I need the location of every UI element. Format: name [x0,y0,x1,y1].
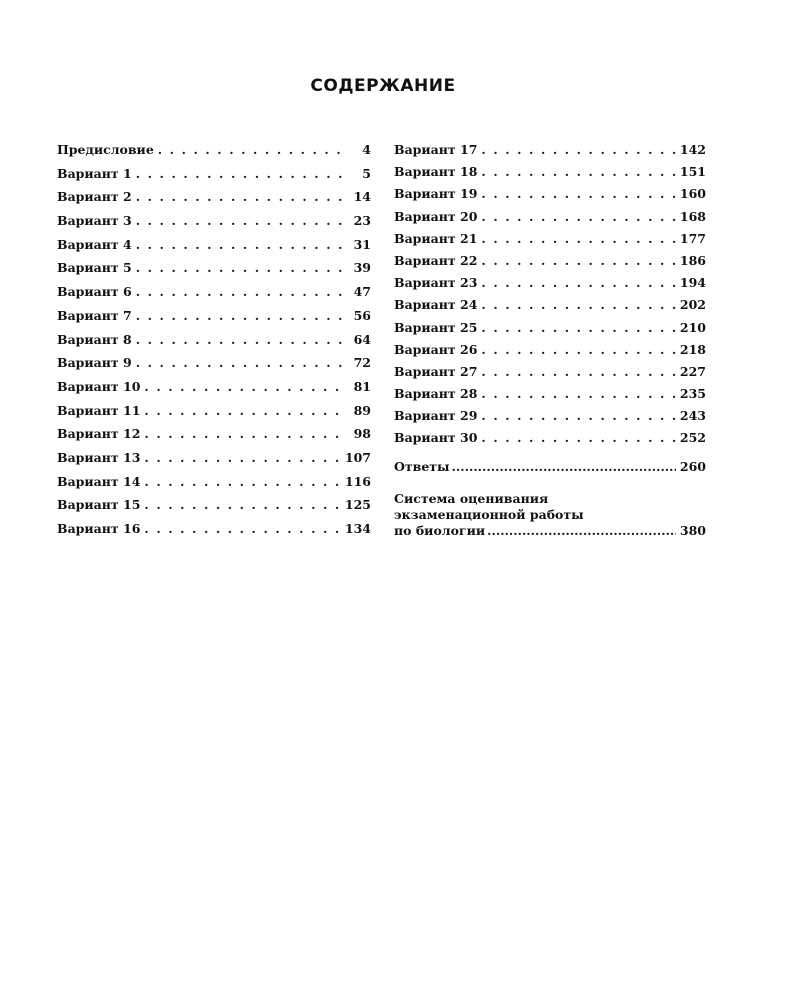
toc-entry[interactable] [57,284,371,308]
toc-entry[interactable] [394,253,706,275]
toc-entry-label: Вариант 7 [57,307,132,323]
toc-entry[interactable] [57,355,371,379]
toc-entry-page: 194 [679,275,706,291]
toc-entry-page: 89 [353,402,371,418]
toc-entry-label: Вариант 26 [394,341,478,357]
toc-entry[interactable] [394,386,706,408]
dot-leader [144,450,340,465]
toc-entry-label: Ответы [394,458,450,474]
toc-entry-page: 5 [362,165,371,181]
dot-leader [481,186,675,201]
toc-entry[interactable] [57,142,371,166]
toc-entry-page: 380 [679,522,706,538]
toc-entry-label: Вариант 27 [394,363,478,379]
toc-entry[interactable] [57,308,371,332]
dot-leader [144,379,343,394]
toc-entry[interactable] [394,364,706,386]
toc-entry[interactable] [57,237,371,261]
toc-entry-page: 260 [679,458,706,474]
toc-entry[interactable] [57,189,371,213]
toc-entry-label: Вариант 13 [57,449,141,465]
toc-entry-label: Вариант 25 [394,319,478,335]
dot-leader [481,408,675,423]
dot-leader [481,253,675,268]
toc-entry-page: 98 [353,426,371,442]
toc-entry-page: 31 [353,236,371,252]
toc-entry-page: 56 [353,307,371,323]
toc-entry-label: Вариант 6 [57,284,132,300]
toc-entry-label: Вариант 4 [57,236,132,252]
toc-entry-page: 202 [679,297,706,313]
toc-entry-label: Вариант 23 [394,275,478,291]
dot-leader [481,164,675,179]
dot-leader [481,231,675,246]
toc-entry[interactable] [394,231,706,253]
toc-entry-page: 134 [344,521,371,536]
toc-entry-label: Вариант 21 [394,230,478,246]
toc-entry-page: 23 [353,213,371,229]
toc-entry-label: Вариант 24 [394,297,478,313]
toc-entry-label-line: Система оценивания [394,490,549,506]
dot-leader [136,332,343,347]
toc-entry-page: 186 [679,252,706,268]
dot-leader [136,237,343,252]
toc-entry[interactable] [394,275,706,297]
toc-entry-label-line: экзаменационной работы [394,506,584,522]
toc-entry[interactable] [394,342,706,364]
toc-entry-label: Вариант 9 [57,355,132,371]
dot-leader [452,459,676,474]
toc-entry-page: 218 [679,341,706,357]
toc-entry[interactable] [57,403,371,427]
dot-leader [158,142,343,157]
dot-leader [144,403,343,418]
dot-leader [481,320,675,335]
toc-entry[interactable] [57,379,371,403]
toc-entry-label: Вариант 20 [394,208,478,224]
dot-leader [144,474,340,489]
dot-leader [481,386,675,401]
toc-entry-page: 168 [679,208,706,224]
toc-entry-page: 39 [353,260,371,276]
toc-entry-label: Вариант 18 [394,164,478,180]
dot-leader [144,426,343,441]
toc-entry[interactable] [394,209,706,231]
toc-entry-page: 107 [344,449,371,465]
toc-entry-label: Вариант 11 [57,402,141,418]
toc-right-column [394,142,706,539]
toc-entry-page: 210 [679,319,706,335]
toc-entry-label: Вариант 29 [394,408,478,424]
toc-entry-page: 227 [679,363,706,379]
toc-entry-label: Вариант 15 [57,497,141,513]
toc-entry-label: Вариант 22 [394,252,478,268]
toc-entry[interactable] [394,408,706,430]
toc-entry[interactable] [57,166,371,190]
dot-leader [136,260,343,275]
toc-entry-label: Вариант 2 [57,189,132,205]
toc-entry-label: Вариант 12 [57,426,141,442]
toc-entry[interactable] [57,332,371,356]
toc-entry[interactable] [57,426,371,450]
toc-entry-label: Вариант 16 [57,521,141,536]
toc-entry[interactable] [57,213,371,237]
dot-leader [481,364,675,379]
toc-entry-label: Вариант 5 [57,260,132,276]
toc-entry-page: 4 [362,142,371,157]
toc-entry-page: 81 [353,378,371,394]
toc-entry[interactable] [57,521,371,545]
toc-entry[interactable] [57,260,371,284]
toc-entry[interactable] [394,297,706,319]
toc-entry[interactable] [394,164,706,186]
dot-leader [481,209,675,224]
toc-entry-label: Вариант 3 [57,213,132,229]
toc-entry-page: 142 [679,142,706,157]
toc-entry-page: 72 [353,355,371,371]
toc-entry[interactable] [57,450,371,474]
toc-entry[interactable] [394,142,706,164]
toc-entry-page: 177 [679,230,706,246]
toc-entry-label: Вариант 28 [394,386,478,402]
toc-left-column [57,142,371,545]
toc-entry-label: Вариант 1 [57,165,132,181]
page-title: СОДЕРЖАНИЕ [310,76,456,96]
dot-leader [136,213,343,228]
toc-entry[interactable] [57,474,371,498]
dot-leader [144,521,340,536]
toc-entry-label: Вариант 19 [394,186,478,202]
dot-leader [136,355,343,370]
toc-entry-label: Вариант 10 [57,378,141,394]
toc-entry[interactable] [394,430,706,452]
toc-entry-page: 125 [344,497,371,513]
dot-leader [136,308,343,323]
dot-leader [136,166,343,181]
dot-leader [144,497,340,512]
toc-entry-label: Вариант 17 [394,142,478,157]
dot-leader [481,342,675,357]
dot-leader [481,297,675,312]
toc-entry-page: 14 [353,189,371,205]
toc-entry-label: Вариант 30 [394,430,478,446]
toc-entry[interactable] [57,497,371,521]
toc-entry-answers[interactable] [394,459,706,481]
dot-leader [136,189,343,204]
toc-entry-page: 160 [679,186,706,202]
toc-entry-page: 116 [344,473,371,489]
toc-entry-page: 252 [679,430,706,446]
dot-leader [481,142,675,157]
dot-leader [481,430,675,445]
toc-entry-label: Вариант 14 [57,473,141,489]
dot-leader [487,523,676,539]
toc-entry-label: Вариант 8 [57,331,132,347]
toc-entry[interactable] [394,320,706,342]
toc-entry-page: 243 [679,408,706,424]
toc-entry-label: Предисловие [57,142,154,157]
toc-entry-page: 151 [679,164,706,180]
dot-leader [136,284,343,299]
toc-entry[interactable] [394,186,706,208]
toc-entry-grading[interactable] [394,491,706,539]
toc-entry-page: 64 [353,331,371,347]
dot-leader [481,275,675,290]
toc-entry-page: 235 [679,386,706,402]
toc-entry-label: по биологии [394,522,486,538]
toc-entry-page: 47 [353,284,371,300]
